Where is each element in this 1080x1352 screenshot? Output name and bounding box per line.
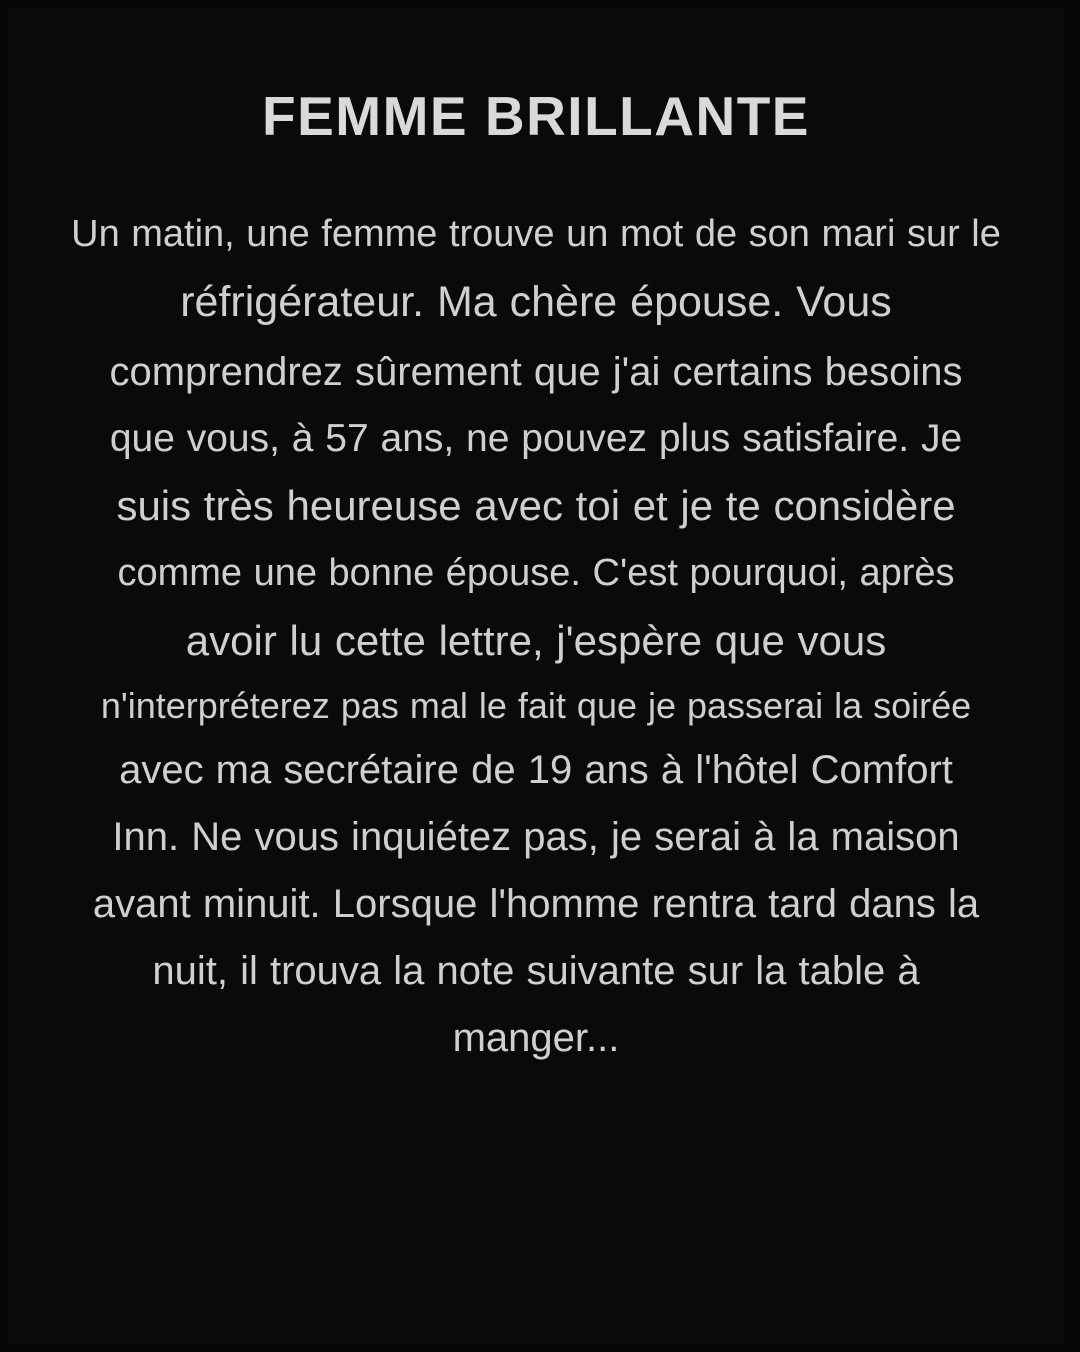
page-title: FEMME BRILLANTE: [261, 85, 810, 147]
story-line: nuit, il trouva la note suivante sur la table à: [152, 949, 920, 994]
story-line: Inn. Ne vous inquiétez pas, je serai à la maison: [112, 814, 960, 859]
story-line: manger...: [452, 1016, 620, 1061]
story-line: suis très heureuse avec toi et je te considère: [116, 482, 956, 530]
story-body: [8, 147, 1064, 1073]
story-line: avant minuit. Lorsque l'homme rentra tard dans la: [92, 882, 980, 927]
story-line: comme une bonne épouse. C'est pourquoi, après: [117, 551, 955, 594]
story-line: Un matin, une femme trouve un mot de son mari sur le: [71, 212, 1001, 255]
story-line: avec ma secrétaire de 19 ans à l'hôtel Comfort: [119, 747, 953, 792]
story-line: avoir lu cette lettre, j'espère que vous: [185, 616, 887, 664]
story-card: [8, 8, 1064, 1344]
story-line: n'interpréterez pas mal le fait que je passerai la soirée: [100, 685, 972, 727]
story-line: que vous, à 57 ans, ne pouvez plus satisfaire. Je: [109, 416, 963, 460]
story-line: comprendrez sûrement que j'ai certains besoins: [109, 349, 963, 394]
story-line: réfrigérateur. Ma chère épouse. Vous: [180, 278, 892, 327]
